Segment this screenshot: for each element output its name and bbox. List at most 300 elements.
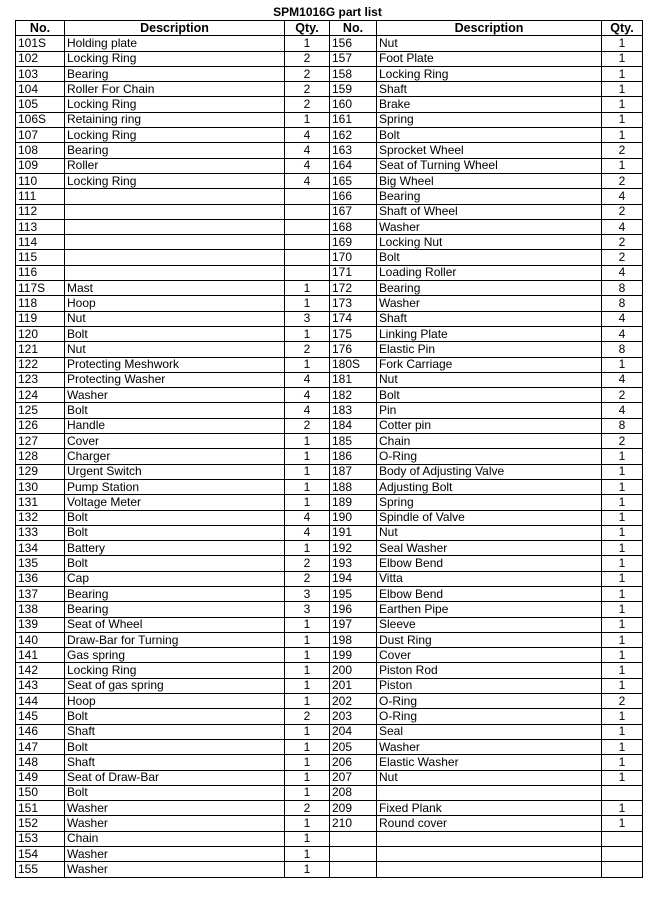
table-row xyxy=(16,755,643,770)
part-description-right: Washer xyxy=(377,219,602,234)
part-quantity-right: 1 xyxy=(602,801,643,816)
part-description-right: Big Wheel xyxy=(377,173,602,188)
table-row xyxy=(16,51,643,66)
part-description-right: Washer xyxy=(377,296,602,311)
table-row xyxy=(16,342,643,357)
part-quantity-right: 1 xyxy=(602,510,643,525)
part-quantity-left: 1 xyxy=(285,541,330,556)
part-description-left: Retaining ring xyxy=(65,112,285,127)
part-quantity-left: 1 xyxy=(285,648,330,663)
part-quantity-right: 1 xyxy=(602,586,643,601)
part-quantity-right: 1 xyxy=(602,66,643,81)
table-row xyxy=(16,770,643,785)
part-description-left: Bolt xyxy=(65,403,285,418)
part-number-left: 106S xyxy=(16,112,65,127)
part-quantity-left: 4 xyxy=(285,510,330,525)
part-description-left: Bearing xyxy=(65,143,285,158)
part-description-right: Bolt xyxy=(377,388,602,403)
part-quantity-left: 2 xyxy=(285,571,330,586)
part-quantity-left: 1 xyxy=(285,326,330,341)
part-number-left: 137 xyxy=(16,586,65,601)
part-description-right: Bolt xyxy=(377,128,602,143)
table-row xyxy=(16,801,643,816)
part-number-right: 185 xyxy=(330,434,377,449)
part-quantity-left: 1 xyxy=(285,678,330,693)
part-number-left: 125 xyxy=(16,403,65,418)
part-number-right xyxy=(330,862,377,877)
part-quantity-right: 1 xyxy=(602,602,643,617)
part-description-left: Cap xyxy=(65,571,285,586)
part-number-right: 209 xyxy=(330,801,377,816)
table-row xyxy=(16,785,643,800)
header-no-left: No. xyxy=(16,21,65,36)
part-quantity-left: 1 xyxy=(285,357,330,372)
part-description-right: Dust Ring xyxy=(377,632,602,647)
table-row xyxy=(16,82,643,97)
table-row xyxy=(16,418,643,433)
part-quantity-left: 1 xyxy=(285,464,330,479)
part-description-left: Voltage Meter xyxy=(65,495,285,510)
part-quantity-left: 1 xyxy=(285,617,330,632)
table-row xyxy=(16,97,643,112)
part-quantity-right: 2 xyxy=(602,388,643,403)
part-quantity-right: 1 xyxy=(602,158,643,173)
table-row xyxy=(16,173,643,188)
part-quantity-right: 1 xyxy=(602,632,643,647)
table-row xyxy=(16,311,643,326)
part-description-right xyxy=(377,785,602,800)
table-row xyxy=(16,296,643,311)
part-number-right: 205 xyxy=(330,739,377,754)
part-number-left: 105 xyxy=(16,97,65,112)
part-number-right: 159 xyxy=(330,82,377,97)
part-quantity-right: 4 xyxy=(602,265,643,280)
part-description-left: Bearing xyxy=(65,66,285,81)
part-quantity-left: 4 xyxy=(285,158,330,173)
part-description-right xyxy=(377,862,602,877)
table-row xyxy=(16,510,643,525)
part-number-right: 201 xyxy=(330,678,377,693)
table-row xyxy=(16,541,643,556)
part-description-left: Seat of gas spring xyxy=(65,678,285,693)
part-number-right: 164 xyxy=(330,158,377,173)
part-quantity-left: 1 xyxy=(285,724,330,739)
part-quantity-right: 1 xyxy=(602,678,643,693)
part-number-left: 141 xyxy=(16,648,65,663)
part-description-left: Roller xyxy=(65,158,285,173)
part-quantity-right: 1 xyxy=(602,541,643,556)
part-quantity-right: 1 xyxy=(602,449,643,464)
part-number-right: 176 xyxy=(330,342,377,357)
part-number-right: 182 xyxy=(330,388,377,403)
parts-table xyxy=(15,20,643,878)
table-row xyxy=(16,495,643,510)
part-quantity-right: 1 xyxy=(602,82,643,97)
part-number-right xyxy=(330,831,377,846)
part-description-right: Vitta xyxy=(377,571,602,586)
part-description-left: Bolt xyxy=(65,556,285,571)
part-quantity-right: 2 xyxy=(602,143,643,158)
part-number-left: 139 xyxy=(16,617,65,632)
part-quantity-right: 2 xyxy=(602,694,643,709)
table-row xyxy=(16,128,643,143)
table-row xyxy=(16,479,643,494)
part-number-left: 121 xyxy=(16,342,65,357)
part-quantity-left xyxy=(285,204,330,219)
part-number-left: 102 xyxy=(16,51,65,66)
part-quantity-right: 4 xyxy=(602,189,643,204)
part-number-left: 150 xyxy=(16,785,65,800)
part-description-right: O-Ring xyxy=(377,694,602,709)
part-description-right: Earthen Pipe xyxy=(377,602,602,617)
table-row xyxy=(16,862,643,877)
part-quantity-right: 4 xyxy=(602,372,643,387)
part-number-left: 142 xyxy=(16,663,65,678)
part-number-right xyxy=(330,847,377,862)
part-description-right: Elbow Bend xyxy=(377,556,602,571)
part-quantity-right: 1 xyxy=(602,464,643,479)
table-row xyxy=(16,724,643,739)
part-number-right: 183 xyxy=(330,403,377,418)
table-row xyxy=(16,66,643,81)
part-number-left: 110 xyxy=(16,173,65,188)
part-description-left: Washer xyxy=(65,801,285,816)
part-description-right: O-Ring xyxy=(377,709,602,724)
part-description-right: Cotter pin xyxy=(377,418,602,433)
part-quantity-left: 3 xyxy=(285,586,330,601)
table-row xyxy=(16,112,643,127)
part-number-right: 202 xyxy=(330,694,377,709)
part-quantity-left: 1 xyxy=(285,739,330,754)
part-number-left: 103 xyxy=(16,66,65,81)
part-number-right: 157 xyxy=(330,51,377,66)
part-number-right: 174 xyxy=(330,311,377,326)
table-row xyxy=(16,602,643,617)
part-number-right: 169 xyxy=(330,235,377,250)
part-number-left: 145 xyxy=(16,709,65,724)
part-number-right: 197 xyxy=(330,617,377,632)
part-number-right: 173 xyxy=(330,296,377,311)
part-quantity-left: 1 xyxy=(285,632,330,647)
table-row xyxy=(16,847,643,862)
part-quantity-right: 4 xyxy=(602,311,643,326)
part-number-left: 104 xyxy=(16,82,65,97)
part-description-right: Nut xyxy=(377,36,602,51)
part-number-right: 207 xyxy=(330,770,377,785)
part-quantity-left: 1 xyxy=(285,862,330,877)
table-row xyxy=(16,235,643,250)
part-quantity-right: 1 xyxy=(602,617,643,632)
part-quantity-left: 4 xyxy=(285,403,330,418)
part-quantity-right: 4 xyxy=(602,403,643,418)
part-description-right xyxy=(377,847,602,862)
header-qty-left: Qty. xyxy=(285,21,330,36)
table-row xyxy=(16,632,643,647)
part-description-left: Bolt xyxy=(65,510,285,525)
part-quantity-right: 1 xyxy=(602,648,643,663)
part-description-left: Bolt xyxy=(65,709,285,724)
part-number-right: 172 xyxy=(330,281,377,296)
part-number-left: 134 xyxy=(16,541,65,556)
table-row xyxy=(16,739,643,754)
part-quantity-right: 2 xyxy=(602,434,643,449)
part-description-left: Bearing xyxy=(65,602,285,617)
part-number-left: 140 xyxy=(16,632,65,647)
table-row xyxy=(16,678,643,693)
part-description-left: Chain xyxy=(65,831,285,846)
table-row xyxy=(16,143,643,158)
part-quantity-left: 1 xyxy=(285,847,330,862)
part-number-left: 126 xyxy=(16,418,65,433)
table-row xyxy=(16,464,643,479)
part-description-left: Locking Ring xyxy=(65,128,285,143)
part-number-left: 115 xyxy=(16,250,65,265)
part-number-right: 161 xyxy=(330,112,377,127)
part-description-left: Bolt xyxy=(65,739,285,754)
part-number-right: 168 xyxy=(330,219,377,234)
part-number-left: 122 xyxy=(16,357,65,372)
table-row xyxy=(16,403,643,418)
part-number-left: 153 xyxy=(16,831,65,846)
table-row xyxy=(16,388,643,403)
part-number-left: 127 xyxy=(16,434,65,449)
part-quantity-left: 4 xyxy=(285,173,330,188)
part-quantity-left: 1 xyxy=(285,479,330,494)
part-quantity-left: 1 xyxy=(285,434,330,449)
part-number-left: 118 xyxy=(16,296,65,311)
part-quantity-left: 3 xyxy=(285,602,330,617)
part-description-right: Piston xyxy=(377,678,602,693)
part-description-right: Shaft of Wheel xyxy=(377,204,602,219)
part-number-right: 190 xyxy=(330,510,377,525)
part-number-right: 165 xyxy=(330,173,377,188)
part-description-left: Mast xyxy=(65,281,285,296)
table-row xyxy=(16,617,643,632)
part-quantity-left: 1 xyxy=(285,36,330,51)
part-quantity-right: 4 xyxy=(602,219,643,234)
part-quantity-left xyxy=(285,219,330,234)
part-description-left: Roller For Chain xyxy=(65,82,285,97)
part-number-left: 109 xyxy=(16,158,65,173)
part-quantity-right xyxy=(602,831,643,846)
part-quantity-left xyxy=(285,235,330,250)
part-quantity-left xyxy=(285,265,330,280)
part-number-left: 116 xyxy=(16,265,65,280)
part-number-left: 114 xyxy=(16,235,65,250)
part-quantity-right xyxy=(602,785,643,800)
part-description-right: Spindle of Valve xyxy=(377,510,602,525)
part-description-left: Holding plate xyxy=(65,36,285,51)
part-number-left: 111 xyxy=(16,189,65,204)
part-number-right: 184 xyxy=(330,418,377,433)
part-number-right: 192 xyxy=(330,541,377,556)
part-quantity-right: 1 xyxy=(602,571,643,586)
part-number-left: 151 xyxy=(16,801,65,816)
table-row xyxy=(16,525,643,540)
part-description-right: Round cover xyxy=(377,816,602,831)
part-quantity-left xyxy=(285,250,330,265)
part-description-right: Chain xyxy=(377,434,602,449)
part-quantity-right: 1 xyxy=(602,525,643,540)
part-description-right: Nut xyxy=(377,770,602,785)
table-row xyxy=(16,326,643,341)
part-number-right: 186 xyxy=(330,449,377,464)
part-number-left: 149 xyxy=(16,770,65,785)
part-number-left: 152 xyxy=(16,816,65,831)
table-row xyxy=(16,556,643,571)
part-quantity-left: 1 xyxy=(285,281,330,296)
part-description-right: Pin xyxy=(377,403,602,418)
part-quantity-left: 2 xyxy=(285,418,330,433)
part-number-left: 143 xyxy=(16,678,65,693)
part-quantity-left: 1 xyxy=(285,449,330,464)
part-description-right: Foot Plate xyxy=(377,51,602,66)
part-number-left: 129 xyxy=(16,464,65,479)
part-number-left: 128 xyxy=(16,449,65,464)
part-description-left: Nut xyxy=(65,342,285,357)
part-quantity-left: 1 xyxy=(285,663,330,678)
part-number-left: 133 xyxy=(16,525,65,540)
part-description-left: Seat of Wheel xyxy=(65,617,285,632)
part-number-right: 160 xyxy=(330,97,377,112)
part-quantity-left xyxy=(285,189,330,204)
part-description-left: Battery xyxy=(65,541,285,556)
table-row xyxy=(16,816,643,831)
part-number-left: 117S xyxy=(16,281,65,296)
part-quantity-right: 1 xyxy=(602,816,643,831)
part-description-left: Urgent Switch xyxy=(65,464,285,479)
part-number-left: 112 xyxy=(16,204,65,219)
part-description-left: Shaft xyxy=(65,755,285,770)
table-row xyxy=(16,663,643,678)
part-number-right: 191 xyxy=(330,525,377,540)
part-quantity-left: 1 xyxy=(285,495,330,510)
part-description-left: Locking Ring xyxy=(65,97,285,112)
part-description-left: Washer xyxy=(65,388,285,403)
part-description-right: Shaft xyxy=(377,82,602,97)
part-number-right: 166 xyxy=(330,189,377,204)
part-quantity-right: 1 xyxy=(602,36,643,51)
part-description-left xyxy=(65,189,285,204)
part-number-right: 156 xyxy=(330,36,377,51)
part-number-left: 135 xyxy=(16,556,65,571)
part-description-left: Washer xyxy=(65,862,285,877)
part-number-right: 180S xyxy=(330,357,377,372)
part-description-right: Fork Carriage xyxy=(377,357,602,372)
part-number-right: 194 xyxy=(330,571,377,586)
part-quantity-left: 2 xyxy=(285,97,330,112)
part-description-left: Seat of Draw-Bar xyxy=(65,770,285,785)
part-quantity-left: 1 xyxy=(285,694,330,709)
part-description-right: O-Ring xyxy=(377,449,602,464)
part-quantity-right: 1 xyxy=(602,112,643,127)
part-description-right: Locking Ring xyxy=(377,66,602,81)
table-row xyxy=(16,36,643,51)
part-quantity-right: 1 xyxy=(602,357,643,372)
part-description-left: Hoop xyxy=(65,694,285,709)
part-description-right: Brake xyxy=(377,97,602,112)
part-number-left: 124 xyxy=(16,388,65,403)
part-description-left: Draw-Bar for Turning xyxy=(65,632,285,647)
part-number-left: 123 xyxy=(16,372,65,387)
part-description-right: Washer xyxy=(377,739,602,754)
part-quantity-left: 1 xyxy=(285,112,330,127)
part-quantity-left: 4 xyxy=(285,388,330,403)
part-quantity-left: 1 xyxy=(285,816,330,831)
part-number-right: 170 xyxy=(330,250,377,265)
part-number-right: 189 xyxy=(330,495,377,510)
part-description-left: Hoop xyxy=(65,296,285,311)
part-description-right: Piston Rod xyxy=(377,663,602,678)
part-description-left: Pump Station xyxy=(65,479,285,494)
header-description-left: Description xyxy=(65,21,285,36)
part-description-right: Loading Roller xyxy=(377,265,602,280)
part-quantity-left: 3 xyxy=(285,311,330,326)
part-description-left xyxy=(65,250,285,265)
part-description-right: Sleeve xyxy=(377,617,602,632)
part-quantity-left: 1 xyxy=(285,296,330,311)
part-description-left xyxy=(65,235,285,250)
part-quantity-right: 8 xyxy=(602,281,643,296)
table-header-row xyxy=(16,21,643,36)
table-row xyxy=(16,709,643,724)
part-number-right: 210 xyxy=(330,816,377,831)
part-number-right: 187 xyxy=(330,464,377,479)
table-row xyxy=(16,586,643,601)
part-number-left: 146 xyxy=(16,724,65,739)
part-quantity-right: 1 xyxy=(602,724,643,739)
part-description-left xyxy=(65,204,285,219)
part-description-right: Fixed Plank xyxy=(377,801,602,816)
page-title: SPM1016G part list xyxy=(273,5,382,19)
part-description-left: Charger xyxy=(65,449,285,464)
part-number-right: 195 xyxy=(330,586,377,601)
part-quantity-left: 4 xyxy=(285,525,330,540)
part-number-left: 136 xyxy=(16,571,65,586)
table-row xyxy=(16,189,643,204)
part-description-left xyxy=(65,265,285,280)
part-number-right: 198 xyxy=(330,632,377,647)
part-description-left: Locking Ring xyxy=(65,173,285,188)
part-description-right: Bearing xyxy=(377,281,602,296)
part-quantity-left: 4 xyxy=(285,128,330,143)
part-quantity-left: 4 xyxy=(285,372,330,387)
part-number-right: 158 xyxy=(330,66,377,81)
part-quantity-right: 8 xyxy=(602,296,643,311)
part-description-left: Protecting Washer xyxy=(65,372,285,387)
part-number-left: 130 xyxy=(16,479,65,494)
part-number-left: 154 xyxy=(16,847,65,862)
part-number-right: 171 xyxy=(330,265,377,280)
part-quantity-left: 2 xyxy=(285,82,330,97)
part-description-left: Bearing xyxy=(65,586,285,601)
part-description-right: Elastic Pin xyxy=(377,342,602,357)
part-quantity-left: 2 xyxy=(285,556,330,571)
part-quantity-right: 1 xyxy=(602,739,643,754)
part-number-right: 200 xyxy=(330,663,377,678)
part-number-right: 163 xyxy=(330,143,377,158)
part-description-right: Spring xyxy=(377,495,602,510)
part-number-right: 203 xyxy=(330,709,377,724)
part-description-right: Locking Nut xyxy=(377,235,602,250)
part-description-left: Locking Ring xyxy=(65,51,285,66)
part-number-left: 138 xyxy=(16,602,65,617)
part-quantity-left: 1 xyxy=(285,770,330,785)
part-quantity-right: 1 xyxy=(602,128,643,143)
part-number-right: 206 xyxy=(330,755,377,770)
part-quantity-left: 2 xyxy=(285,342,330,357)
part-description-right: Elbow Bend xyxy=(377,586,602,601)
